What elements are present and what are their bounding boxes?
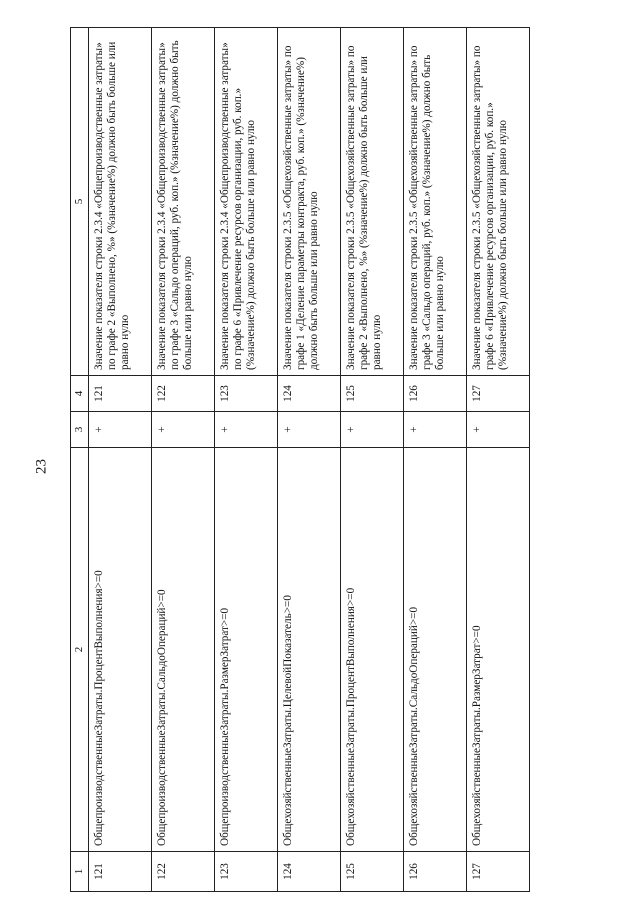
header-col-2: 2: [71, 448, 89, 852]
error-code: 122: [151, 376, 214, 412]
mandatory-flag: +: [151, 412, 214, 448]
rule-expression: ОбщехозяйственныеЗатраты.ЦелевойПоказатель>=0: [277, 448, 340, 852]
table-row: [214, 28, 277, 892]
rule-expression: ОбщепроизводственныеЗатраты.РазмерЗатрат>=0: [214, 448, 277, 852]
rule-expression: ОбщепроизводственныеЗатраты.СальдоОпераций>=0: [151, 448, 214, 852]
header-col-5: 5: [71, 28, 89, 376]
header-col-4: 4: [71, 376, 89, 412]
page-number: 23: [33, 459, 50, 474]
table-row: [340, 28, 403, 892]
mandatory-flag: +: [277, 412, 340, 448]
error-message: Значение показателя строки 2.3.4 «Общепроизводственные затраты» по графе 6 «Привлечение ресурсов организации, руб. коп.» (%значение%) должно быть больше или равно нулю: [214, 28, 277, 376]
error-code: 125: [340, 376, 403, 412]
header-row: [71, 28, 89, 892]
header-col-3: 3: [71, 412, 89, 448]
rule-expression: ОбщехозяйственныеЗатраты.СальдоОпераций>=0: [403, 448, 466, 852]
mandatory-flag: +: [466, 412, 529, 448]
table-row: [403, 28, 466, 892]
row-number: 123: [214, 852, 277, 892]
error-code: 123: [214, 376, 277, 412]
row-number: 125: [340, 852, 403, 892]
error-message: Значение показателя строки 2.3.5 «Общехозяйственные затраты» по графе 3 «Сальдо операций, руб. коп.» (%значение%) должно быть больше или равно нулю: [403, 28, 466, 376]
table-row: [151, 28, 214, 892]
error-code: 121: [88, 376, 151, 412]
row-number: 127: [466, 852, 529, 892]
validation-rules-table: [70, 27, 530, 892]
error-message: Значение показателя строки 2.3.5 «Общехозяйственные затраты» по графе 1 «Деление параметры контракта, руб. коп.» (%значение%) должно быть больше или равно нулю: [277, 28, 340, 376]
row-number: 121: [88, 852, 151, 892]
row-number: 122: [151, 852, 214, 892]
row-number: 124: [277, 852, 340, 892]
error-message: Значение показателя строки 2.3.5 «Общехозяйственные затраты» по графе 6 «Привлечение ресурсов организации, руб. коп.» (%значение%) должно быть больше или равно нулю: [466, 28, 529, 376]
mandatory-flag: +: [214, 412, 277, 448]
error-message: Значение показателя строки 2.3.4 «Общепроизводственные затраты» по графе 2 «Выполнено, %» (%значение%) должно быть больше или равно нулю: [88, 28, 151, 376]
table-row: [466, 28, 529, 892]
error-code: 124: [277, 376, 340, 412]
row-number: 126: [403, 852, 466, 892]
rule-expression: ОбщепроизводственныеЗатраты.ПроцентВыполнения>=0: [88, 448, 151, 852]
mandatory-flag: +: [403, 412, 466, 448]
mandatory-flag: +: [88, 412, 151, 448]
rule-expression: ОбщехозяйственныеЗатраты.ПроцентВыполнения>=0: [340, 448, 403, 852]
table-row: [88, 28, 151, 892]
header-col-1: 1: [71, 852, 89, 892]
rule-expression: ОбщехозяйственныеЗатраты.РазмерЗатрат>=0: [466, 448, 529, 852]
table-row: [277, 28, 340, 892]
error-code: 126: [403, 376, 466, 412]
rotated-table-frame: [70, 28, 610, 892]
landscape-page: [70, 28, 610, 892]
mandatory-flag: +: [340, 412, 403, 448]
error-message: Значение показателя строки 2.3.4 «Общепроизводственные затраты» по графе 3 «Сальдо операций, руб. коп.» (%значение%) должно быть больше или равно нулю: [151, 28, 214, 376]
error-message: Значение показателя строки 2.3.5 «Общехозяйственные затраты» по графе 2 «Выполнено, %» (%значение%) должно быть больше или равно нулю: [340, 28, 403, 376]
error-code: 127: [466, 376, 529, 412]
